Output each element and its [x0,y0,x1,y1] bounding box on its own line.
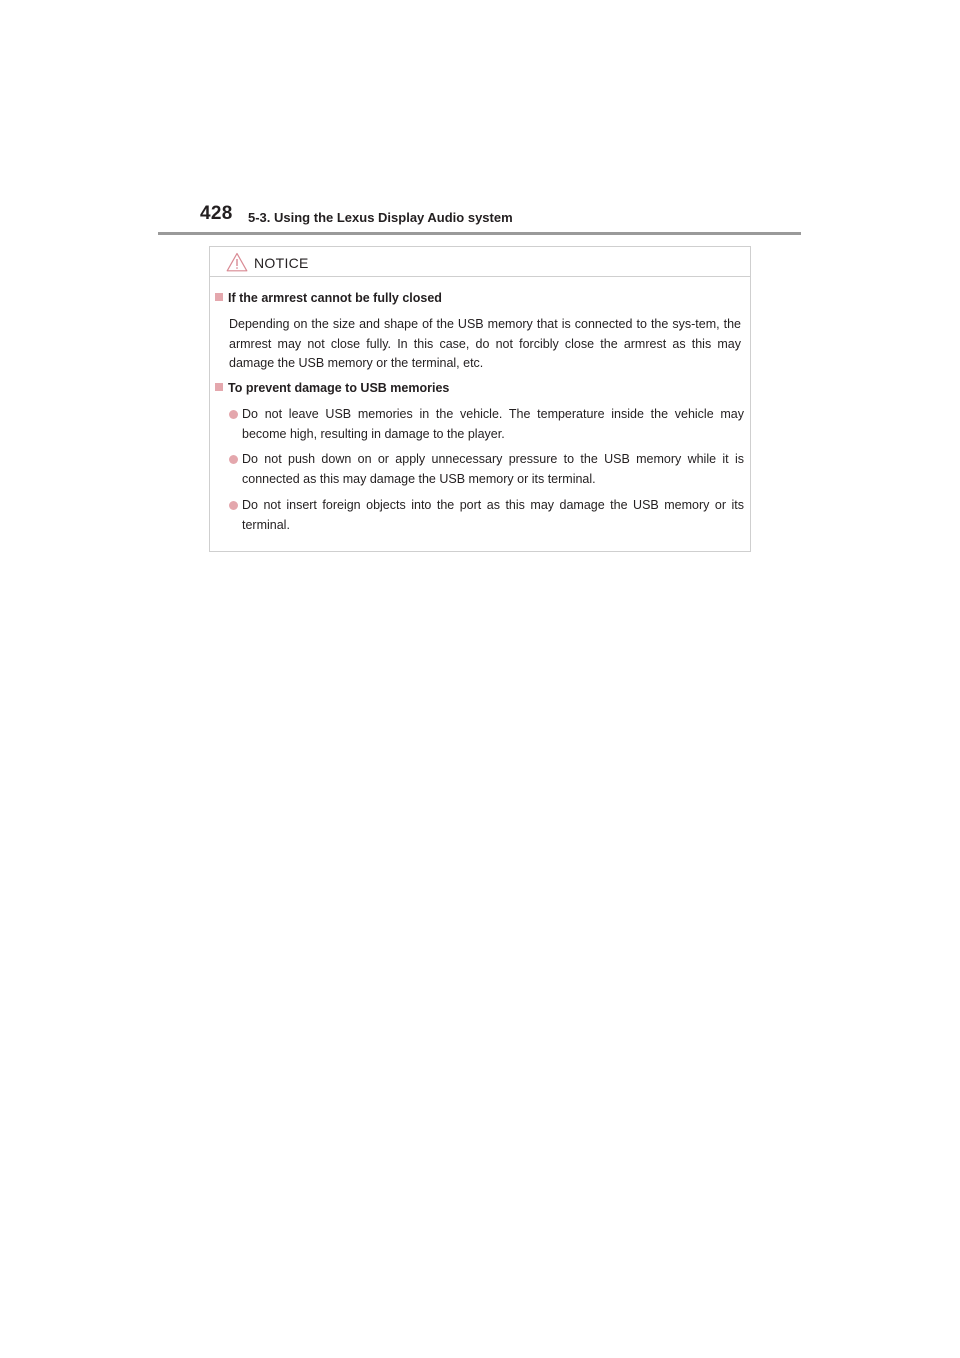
notice-box [209,246,751,552]
armrest-paragraph: Depending on the size and shape of the USB memory that is connected to the sys-tem, the armrest may not close fully. In this case, do not forcibly close the armrest as this may damage the USB memory or the terminal, etc. [229,317,741,370]
section-title-armrest: If the armrest cannot be fully closed [215,291,442,305]
round-bullet-icon [229,410,238,419]
page-header [158,201,801,235]
warning-triangle-icon [226,252,248,272]
notice-header [210,247,750,277]
square-bullet-icon [215,293,223,301]
square-bullet-icon [215,383,223,391]
list-item: Do not push down on or apply unnecessary pressure to the USB memory while it is connected as this may damage the USB memory or its terminal. [242,450,744,489]
list-item: Do not insert foreign objects into the port as this may damage the USB memory or its terminal. [242,496,744,535]
section-title-usb-damage: To prevent damage to USB memories [215,381,449,395]
section-title: 5-3. Using the Lexus Display Audio system [248,210,513,225]
page-number: 428 [200,203,233,224]
round-bullet-icon [229,455,238,464]
list-item: Do not leave USB memories in the vehicle. The temperature inside the vehicle may become high, resulting in damage to the player. [242,405,744,444]
notice-label: NOTICE [254,255,309,271]
round-bullet-icon [229,501,238,510]
